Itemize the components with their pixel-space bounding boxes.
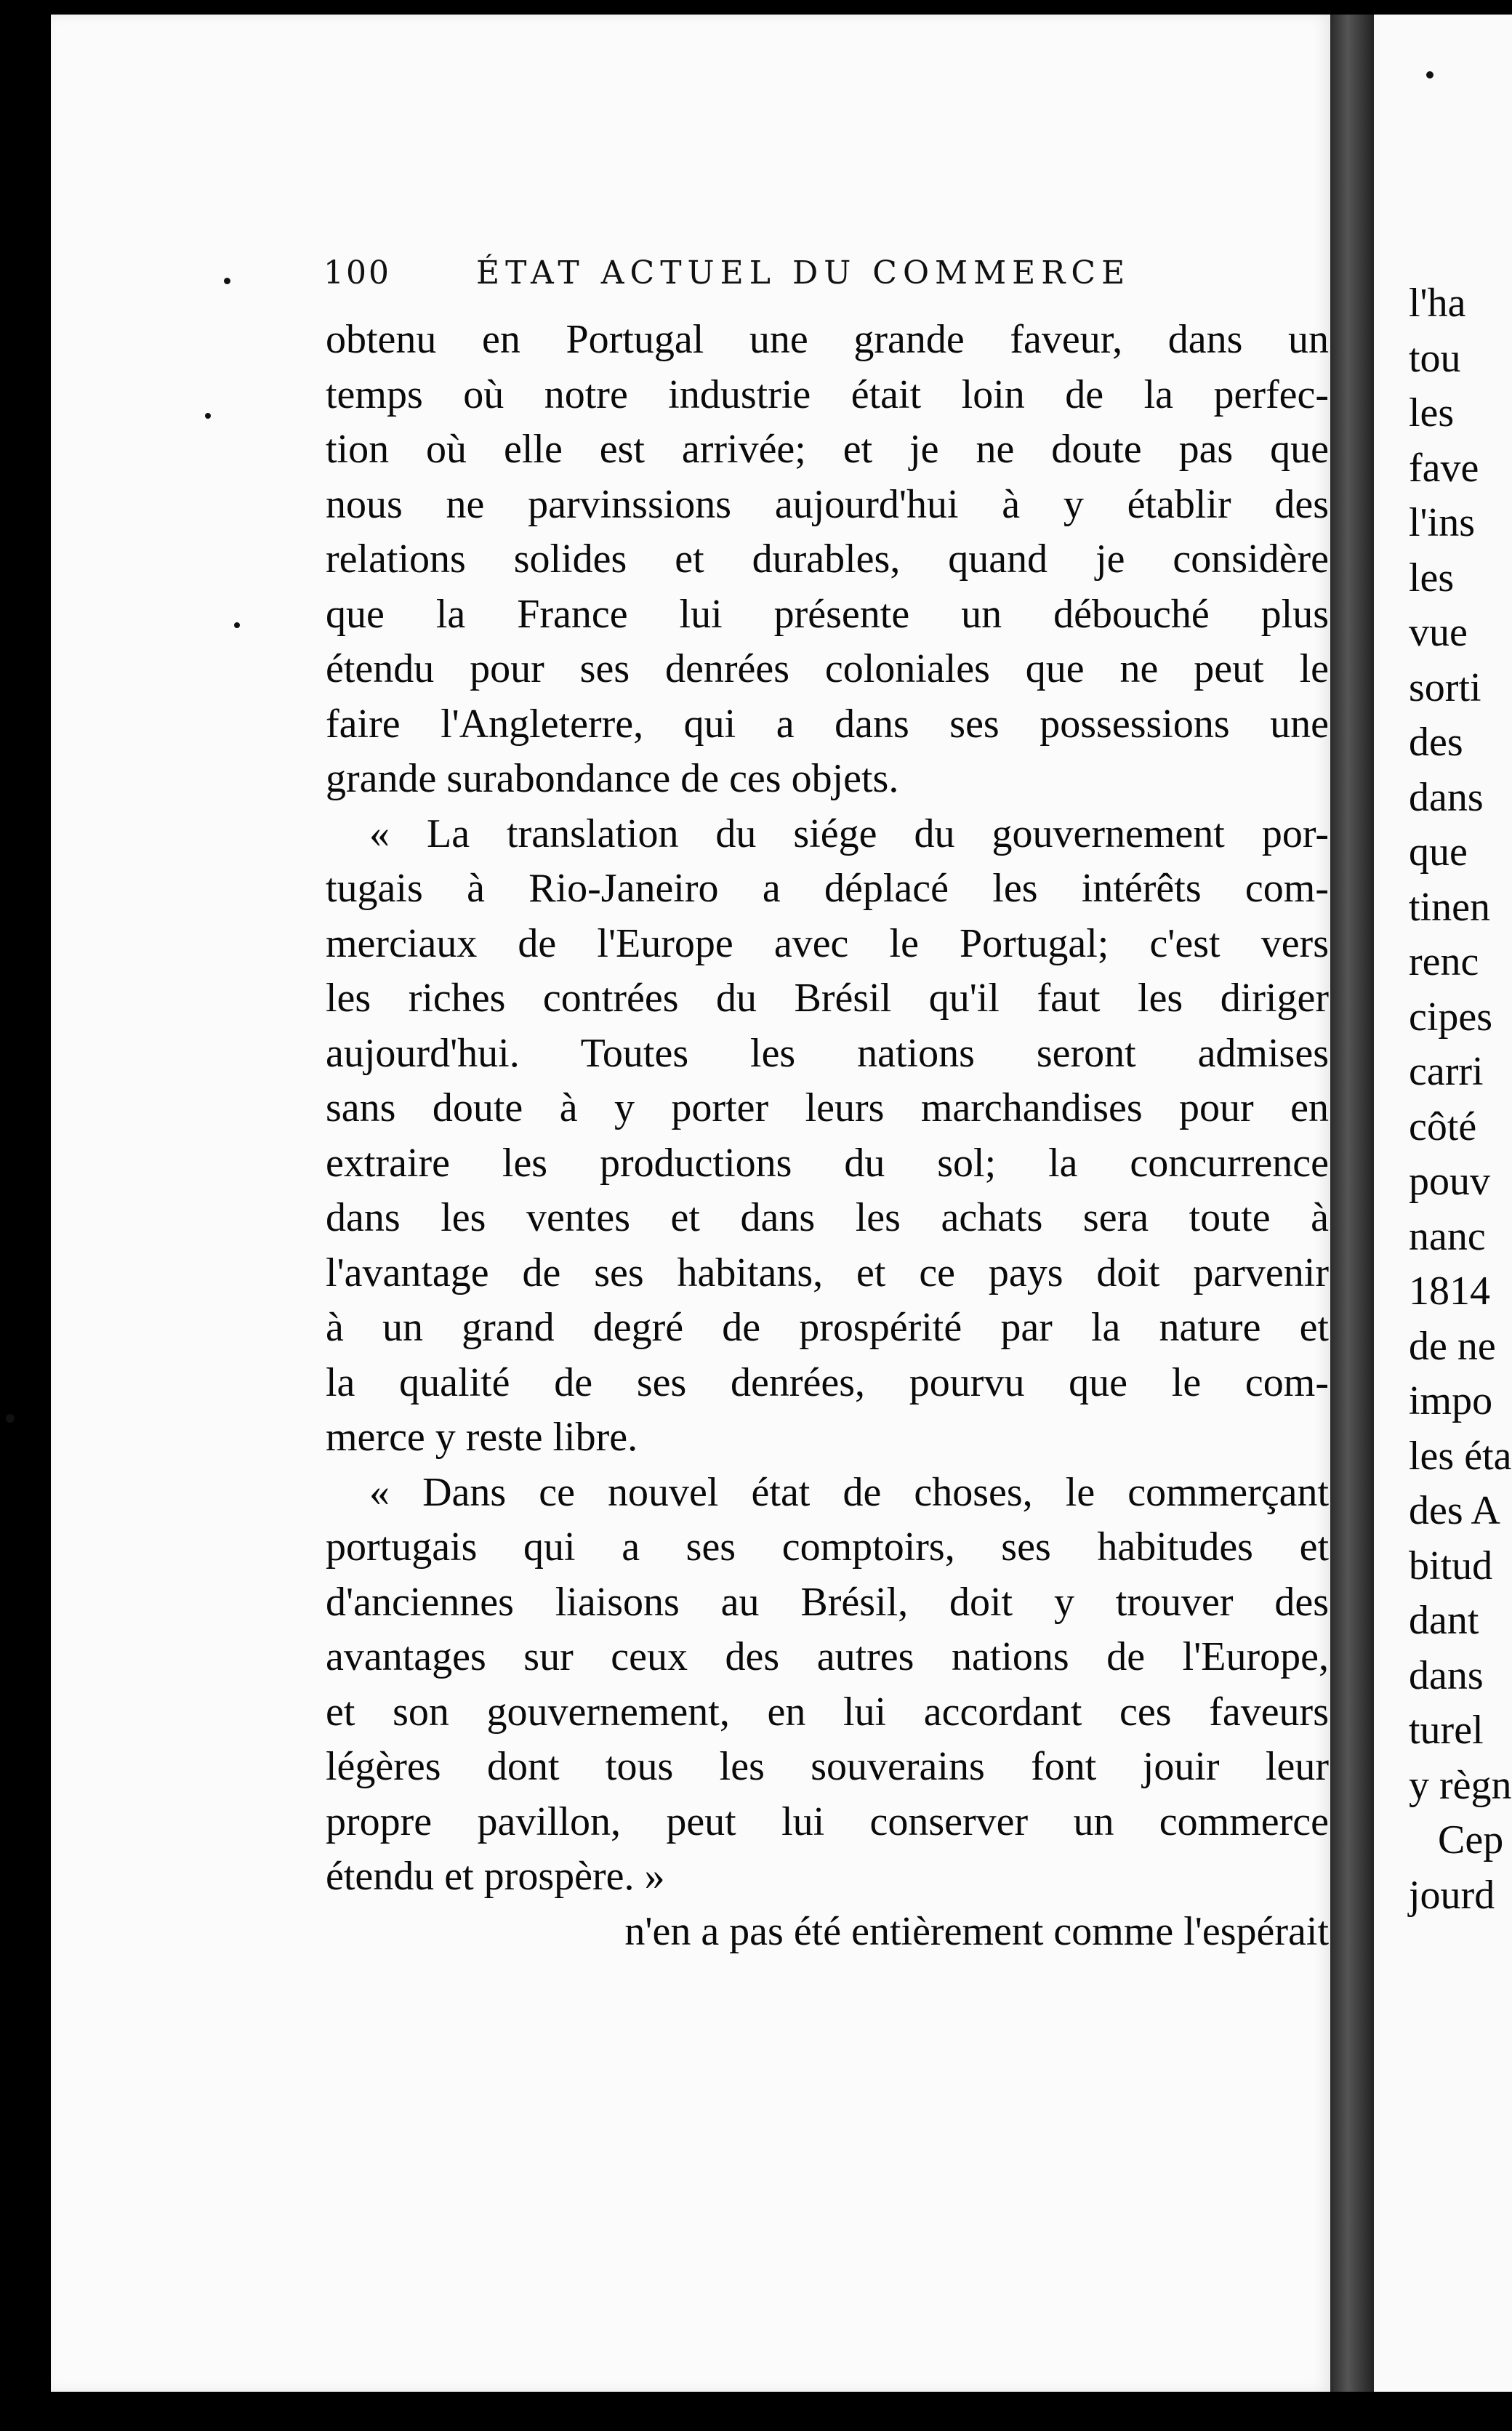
text-line: vue <box>1409 610 1468 655</box>
ink-speck <box>234 622 240 628</box>
text-line: cipes <box>1409 994 1493 1040</box>
text-line: impo <box>1409 1378 1493 1423</box>
text-line: et son gouvernement, en lui accordant ces faveurs <box>326 1689 1329 1735</box>
text-line: dans <box>1409 774 1484 820</box>
text-line: l'avantage de ses habitans, et ce pays doit parvenir <box>326 1250 1329 1295</box>
text-line: faire l'Angleterre, qui a dans ses possessions une <box>326 701 1329 747</box>
running-title: ÉTAT ACTUEL DU COMMERCE <box>476 254 1131 292</box>
text-line: renc <box>1409 939 1479 984</box>
text-line: relations solides et durables, quand je considère <box>326 537 1329 582</box>
ink-speck <box>1426 71 1433 79</box>
text-line: obtenu en Portugal une grande faveur, dans un <box>326 317 1329 362</box>
text-line: des <box>1409 720 1463 765</box>
right-page <box>1374 15 1512 2392</box>
page-number: 100 <box>323 254 391 292</box>
text-line: dans <box>1409 1652 1484 1698</box>
text-line: la qualité de ses denrées, pourvu que le com- <box>326 1359 1329 1405</box>
ink-speck <box>205 413 211 419</box>
text-line: fave <box>1409 445 1479 491</box>
text-line: à un grand degré de prospérité par la nature et <box>326 1305 1329 1350</box>
text-line: bitud <box>1409 1543 1493 1588</box>
text-line: tou <box>1409 335 1461 381</box>
text-line: l'ins <box>1409 500 1475 545</box>
text-line: des A <box>1409 1488 1500 1533</box>
ink-speck <box>6 1414 15 1423</box>
text-line: les riches contrées du Brésil qu'il faut les diriger <box>326 976 1329 1021</box>
text-line: y règn <box>1409 1762 1512 1808</box>
text-line: Cep <box>1438 1817 1504 1863</box>
text-line: dans les ventes et dans les achats sera toute à <box>326 1195 1329 1240</box>
text-line: aujourd'hui. Toutes les nations seront admises <box>326 1030 1329 1076</box>
text-line: « La translation du siége du gouvernement por- <box>369 811 1329 856</box>
page-header <box>323 254 1130 292</box>
text-line: les éta <box>1409 1433 1512 1479</box>
text-line: nous ne parvinssions aujourd'hui à y établir des <box>326 481 1329 527</box>
text-line: merce y reste libre. <box>326 1415 638 1460</box>
text-line: temps où notre industrie était loin de la perfec- <box>326 371 1329 417</box>
text-line: légères dont tous les souverains font jouir leur <box>326 1744 1329 1789</box>
text-line: avantages sur ceux des autres nations de l'Europe, <box>326 1634 1329 1679</box>
text-line: les <box>1409 390 1455 435</box>
text-line: l'ha <box>1409 281 1466 326</box>
text-line: grande surabondance de ces objets. <box>326 756 899 801</box>
text-line: portugais qui a ses comptoirs, ses habitudes et <box>326 1524 1329 1570</box>
text-line: côté <box>1409 1104 1477 1149</box>
text-line: étendu et prospère. » <box>326 1854 665 1899</box>
book-gutter <box>1330 15 1374 2392</box>
text-line: extraire les productions du sol; la concurrence <box>326 1140 1329 1186</box>
text-line: tinen <box>1409 884 1490 930</box>
body-text <box>326 313 1329 1959</box>
text-line: propre pavillon, peut lui conserver un commerce <box>326 1799 1329 1844</box>
text-line: nanc <box>1409 1213 1486 1259</box>
text-line: « Dans ce nouvel état de choses, le commerçant <box>369 1469 1329 1515</box>
text-line: que la France lui présente un débouché plus <box>326 591 1329 637</box>
text-line: tugais à Rio-Janeiro a déplacé les intérêts com- <box>326 866 1329 911</box>
text-line: 1814 <box>1409 1269 1490 1314</box>
text-line: carri <box>1409 1049 1484 1094</box>
text-line: tion où elle est arrivée; et je ne doute pas que <box>326 427 1329 472</box>
right-page-text <box>1409 276 1512 1923</box>
text-line: sans doute à y porter leurs marchandises pour en <box>326 1085 1329 1130</box>
text-line: jourd <box>1409 1872 1495 1918</box>
text-line: dant <box>1409 1598 1479 1643</box>
text-line: sorti <box>1409 664 1481 710</box>
text-line: que <box>1409 829 1468 875</box>
text-line: de ne <box>1409 1323 1496 1369</box>
text-line: merciaux de l'Europe avec le Portugal; c'est vers <box>326 920 1329 966</box>
text-line: d'anciennes liaisons au Brésil, doit y trouver des <box>326 1579 1329 1625</box>
text-line: pouv <box>1409 1159 1490 1204</box>
text-line: étendu pour ses denrées coloniales que ne peut le <box>326 646 1329 691</box>
left-page <box>51 15 1330 2392</box>
ink-speck <box>224 278 230 284</box>
text-line: n'en a pas été entièrement comme l'espérait <box>624 1908 1329 1954</box>
text-line: les <box>1409 555 1455 600</box>
text-line: turel <box>1409 1708 1484 1753</box>
